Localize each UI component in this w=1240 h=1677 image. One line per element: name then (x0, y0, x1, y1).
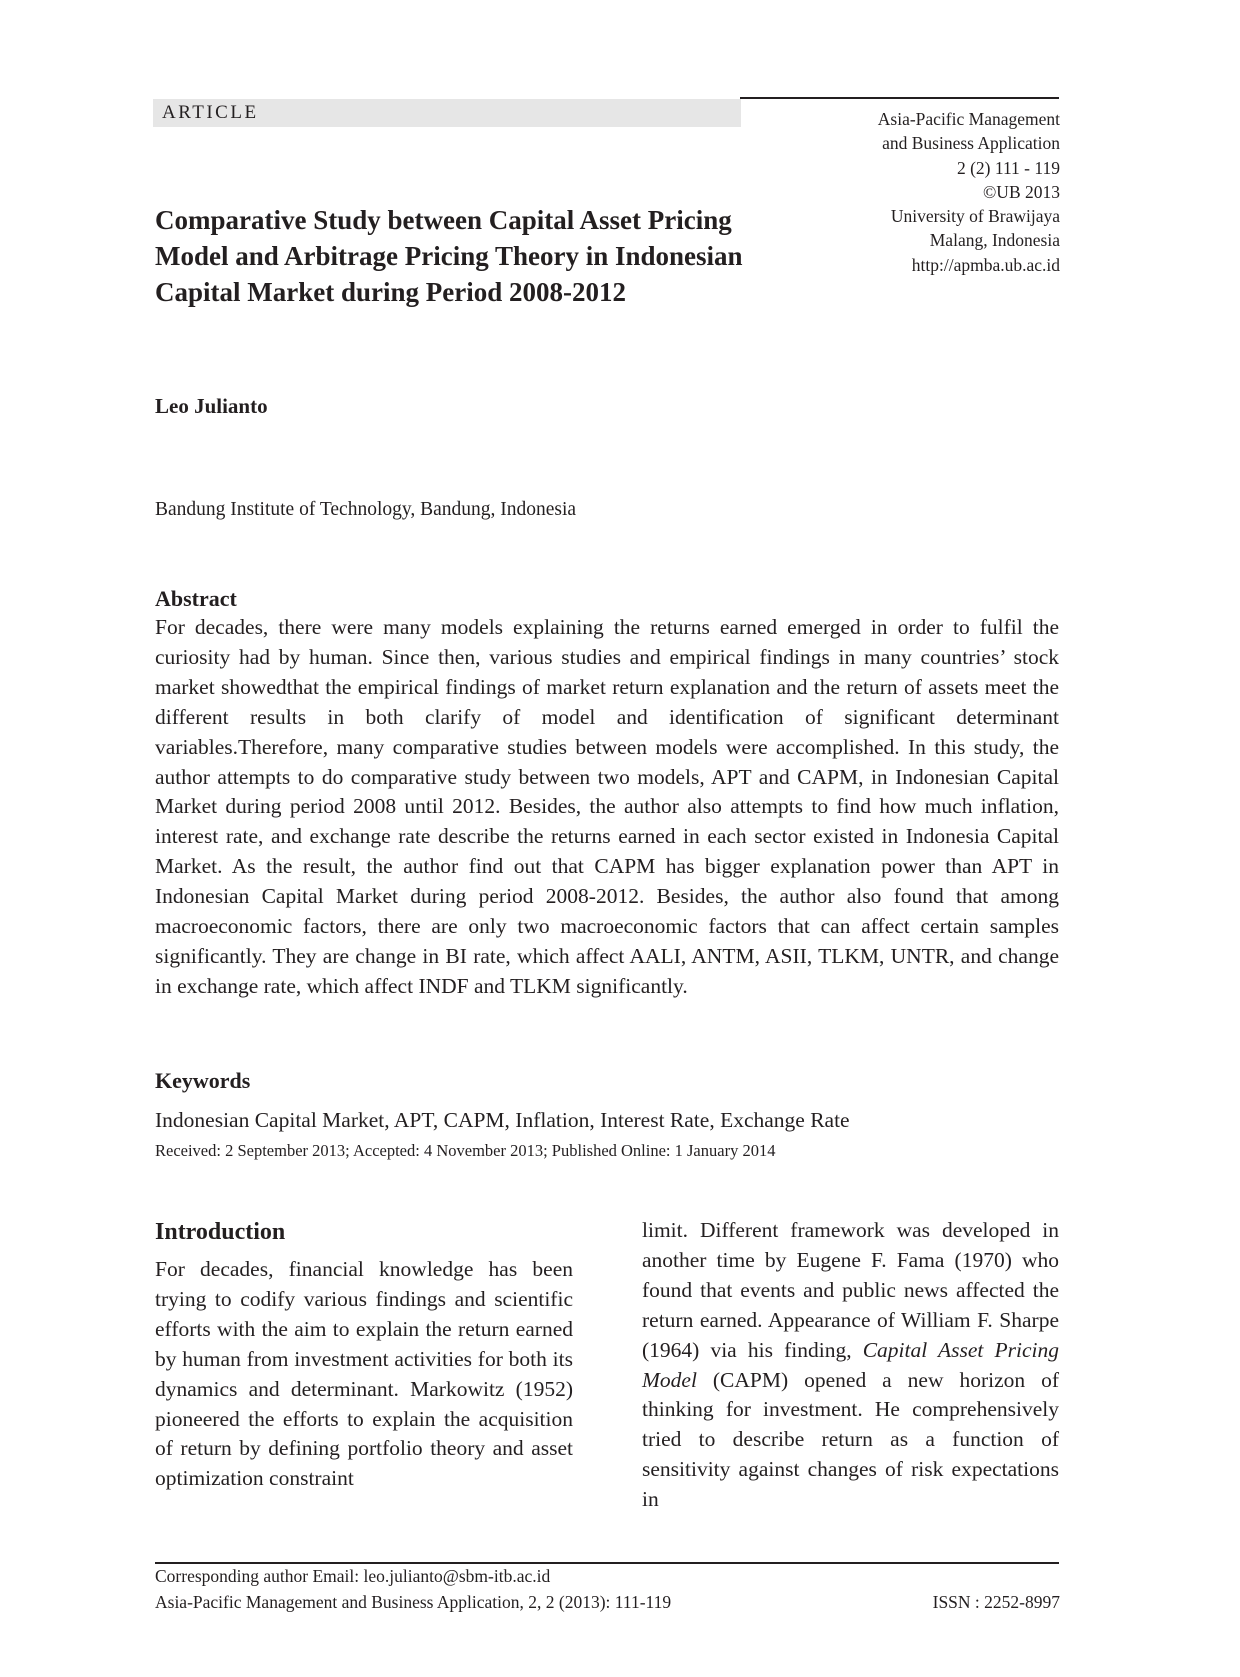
abstract-text: For decades, there were many models explaining the returns earned emerged in order to fulfil the curiosity had by human. Since then, various studies and empirical findings in many countries’ stock market showedthat the empirical findings of market return explanation and the return of assets meet the different results in both clarify of model and identification of significant determinant variables.Therefore, many comparative studies between models were accomplished. In this study, the author attempts to do comparative study between two models, APT and CAPM, in Indonesian Capital Market during period 2008 until 2012. Besides, the author also attempts to find how much inflation, interest rate, and exchange rate describe the returns earned in each sector existed in Indonesia Capital Market. As the result, the author find out that CAPM has bigger explanation power than APT in Indonesian Capital Market during period 2008-2012. Besides, the author also found that among macroeconomic factors, there are only two macroeconomic factors that can affect certain samples significantly. They are change in BI rate, which affect AALI, ANTM, ASII, TLKM, UNTR, and change in exchange rate, which affect INDF and TLKM significantly. (155, 615, 1059, 998)
corresponding-author-email: Corresponding author Email: leo.julianto@sbm-itb.ac.id (155, 1566, 551, 1586)
author-affiliation: Bandung Institute of Technology, Bandung, Indonesia (155, 499, 577, 520)
footer-rule (155, 1562, 1059, 1564)
journal-url[interactable]: http://apmba.ub.ac.id (911, 254, 1060, 275)
header-rule (740, 97, 1059, 99)
journal-name-line-1: Asia-Pacific Management (877, 109, 1060, 129)
paper-title: Comparative Study between Capital Asset Pricing Model and Arbitrage Pricing Theory in Indonesian Capital Market during Period 2008-2012 (155, 205, 743, 307)
footer-issn: ISSN : 2252-8997 (932, 1592, 1060, 1612)
journal-volume-pages: 2 (2) 111 - 119 (956, 157, 1060, 178)
journal-name-line-2: and Business Application (882, 133, 1060, 154)
publication-dates: Received: 2 September 2013; Accepted: 4 November 2013; Published Online: 1 January 2014 (155, 1141, 776, 1160)
keywords-heading: Keywords (155, 1068, 251, 1093)
right-column-text-part-1: limit. Different framework was developed in another time by Eugene F. Fama (1970) who found that events and public news affected the return earned. Appearance of William F. Sharpe (1964) via his finding, (642, 1218, 1059, 1362)
journal-copyright: ©UB 2013 (983, 181, 1060, 202)
right-column-text-part-2: (CAPM) opened a new horizon of thinking for investment. He comprehensively tried to describe return as a function of sensitivity against changes of risk expectations in (642, 1367, 1059, 1512)
introduction-heading: Introduction (155, 1219, 286, 1245)
journal-location: Malang, Indonesia (929, 230, 1060, 251)
introduction-right-column (642, 1216, 1059, 1515)
journal-university: University of Brawijaya (890, 206, 1060, 227)
keywords-text: Indonesian Capital Market, APT, CAPM, Inflation, Interest Rate, Exchange Rate (155, 1108, 850, 1132)
abstract-heading: Abstract (155, 586, 237, 611)
capm-term-italic: Capital Asset Pricing Model (642, 1337, 1059, 1392)
introduction-left-column: For decades, financial knowledge has been trying to codify various findings and scientific efforts with the aim to explain the return earned by human from investment activities for both its dynamics and determinant. Markowitz (1952) pioneered the efforts to explain the acquisition of return by defining portfolio theory and asset optimization constraint (155, 1257, 573, 1491)
journal-info (878, 107, 1060, 277)
article-label: ARTICLE (162, 102, 259, 123)
author-name: Leo Julianto (155, 394, 268, 418)
footer-citation: Asia-Pacific Management and Business Application, 2, 2 (2013): 111-119 (155, 1592, 672, 1612)
